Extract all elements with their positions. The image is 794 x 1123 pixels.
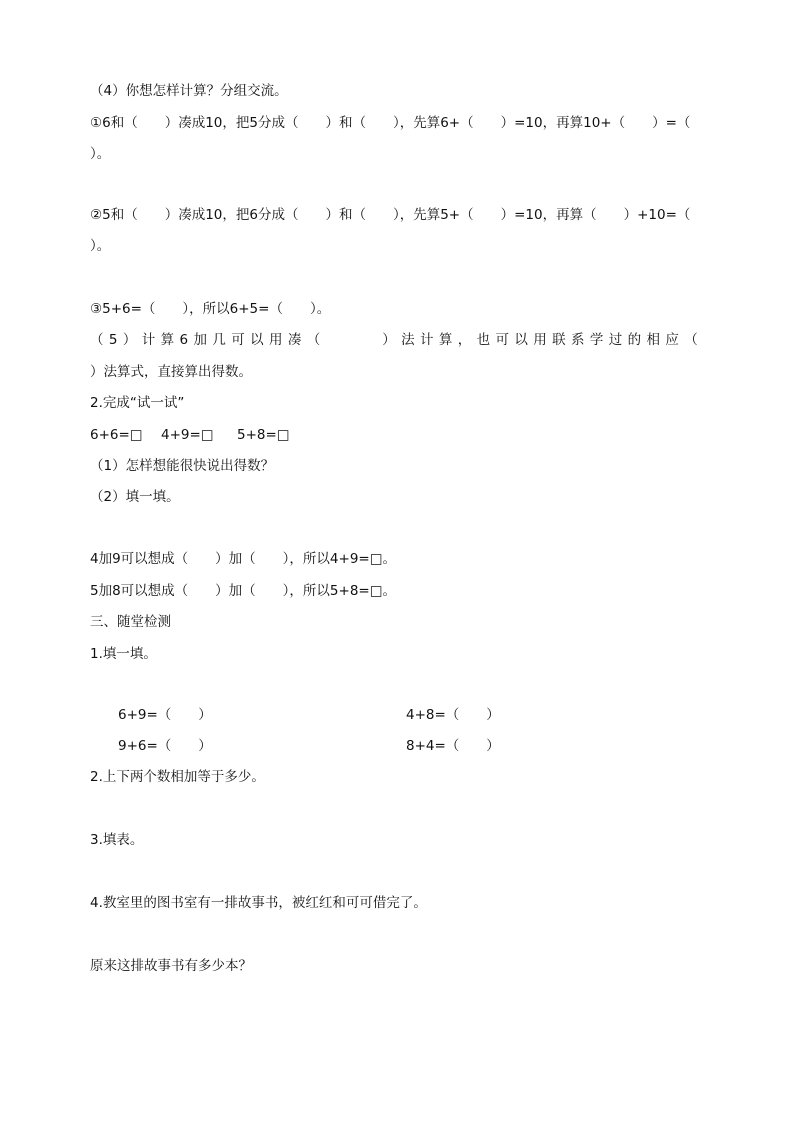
q5-line1: （5）计算6加几可以用凑（ ）法计算，也可以用联系学过的相应（: [90, 332, 702, 348]
test-equation-d: 8+4=（ ）: [406, 738, 500, 754]
test-item1: 1.填一填。: [90, 646, 157, 662]
item2-question2: （2）填一填。: [90, 489, 180, 505]
fill-line-2: 5加8可以想成（ ）加（ ），所以5+8=□。: [90, 583, 396, 599]
try-expression-3: 5+8=□: [237, 427, 290, 443]
test-item4-question: 原来这排故事书有多少本？: [90, 958, 252, 974]
q4-method3: ③5+6=（ ），所以6+5=（ ）。: [90, 301, 331, 317]
item2-title: 2.完成“试一试”: [90, 395, 185, 411]
test-item4: 4.教室里的图书室有一排故事书，被红红和可可借完了。: [90, 895, 427, 911]
q4-method1-line2: ）。: [90, 146, 111, 162]
q4-method1-line1: ①6和（ ）凑成10，把5分成（ ）和（ ），先算6+（ ）=10，再算10+（ ）=（: [90, 115, 691, 131]
test-item2: 2.上下两个数相加等于多少。: [90, 769, 265, 785]
q4-title: （4）你想怎样计算？分组交流。: [90, 83, 288, 99]
test-item3: 3.填表。: [90, 832, 144, 848]
try-expression-1: 6+6=□: [90, 427, 143, 443]
test-equation-c: 9+6=（ ）: [118, 738, 212, 754]
section3-heading: 三、随堂检测: [90, 614, 171, 630]
test-equation-a: 6+9=（ ）: [118, 707, 212, 723]
q5-line2: ）法算式，直接算出得数。: [90, 364, 252, 380]
test-equation-b: 4+8=（ ）: [406, 707, 500, 723]
q4-method2-line2: ）。: [90, 238, 111, 254]
q4-method2-line1: ②5和（ ）凑成10，把6分成（ ）和（ ），先算5+（ ）=10，再算（ ）+10=（: [90, 207, 691, 223]
fill-line-1: 4加9可以想成（ ）加（ ），所以4+9=□。: [90, 551, 396, 567]
item2-question1: （1）怎样想能很快说出得数？: [90, 458, 275, 474]
try-expression-2: 4+9=□: [161, 427, 214, 443]
